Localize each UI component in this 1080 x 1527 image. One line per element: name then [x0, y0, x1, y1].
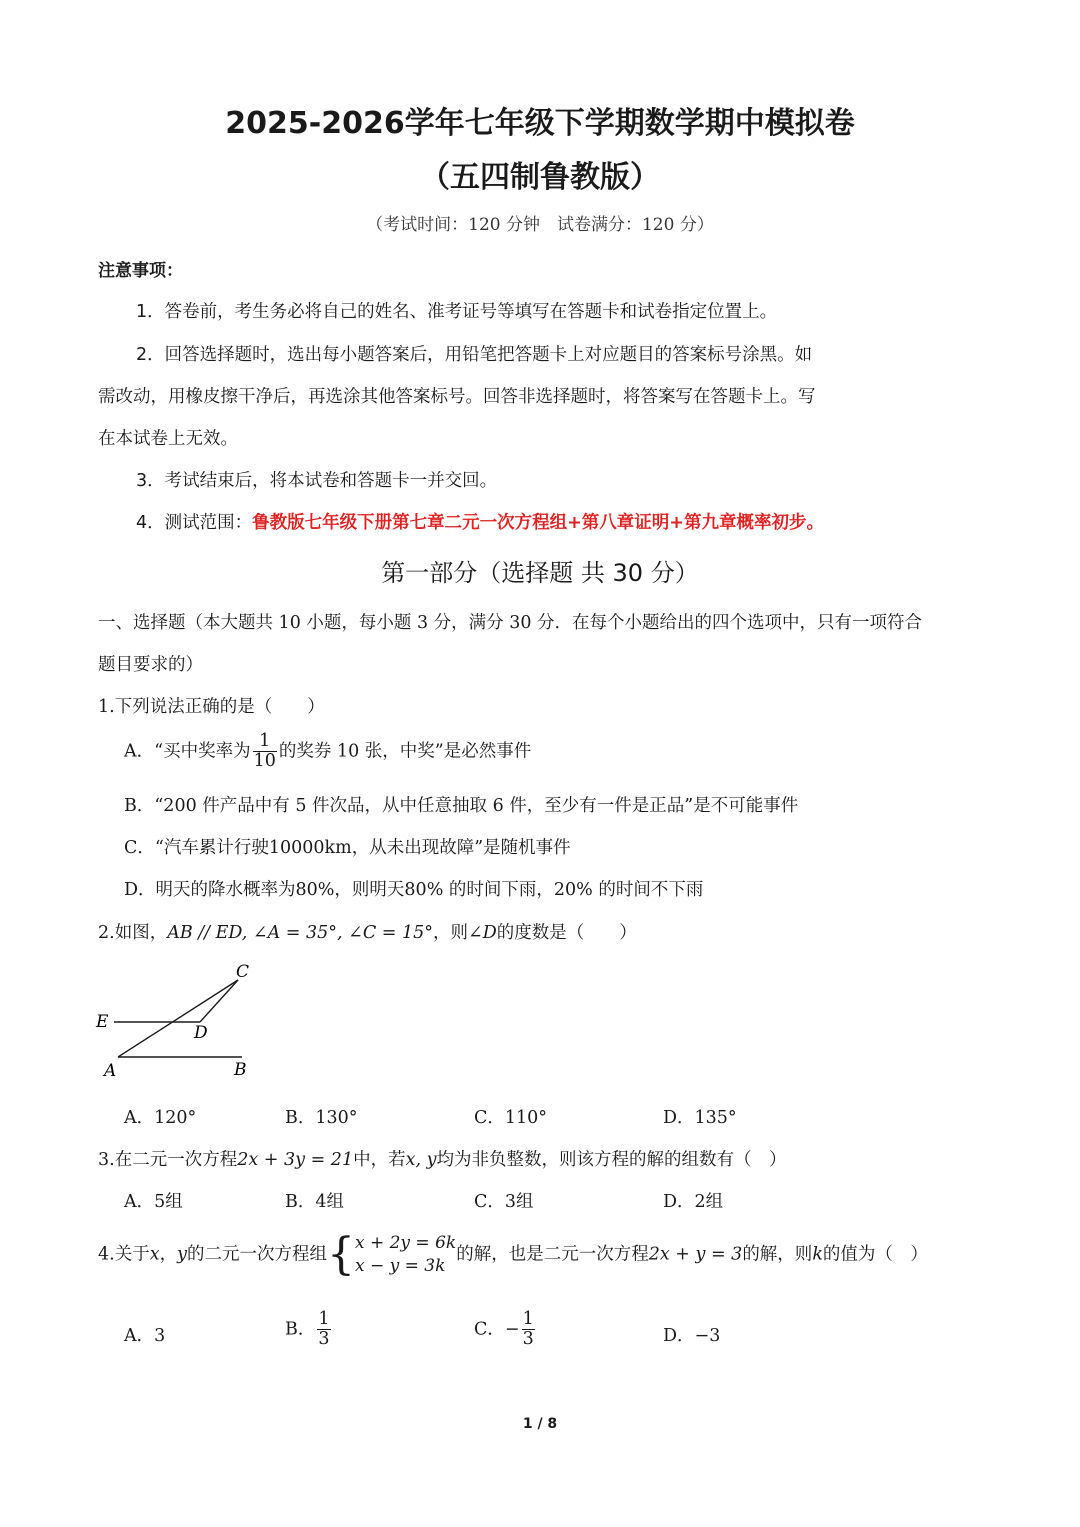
label-e: E [96, 1012, 109, 1032]
section-instructions-line2: 题目要求的） [98, 655, 203, 675]
q4-stem [98, 1228, 928, 1280]
q4-stem-mid3: 的解，则 [742, 1244, 813, 1265]
part1-heading: 第一部分（选择题 共 30 分） [381, 559, 699, 587]
note-item-4-prefix: 4．测试范围： [136, 513, 253, 533]
q4-option-a: A．3 [124, 1326, 166, 1346]
q2-stem-angle: ∠D [468, 923, 497, 943]
q4-var-y: y [177, 1244, 187, 1265]
q4-option-c-den: 3 [522, 1329, 534, 1350]
q3-stem [98, 1146, 786, 1171]
note-item-1: 1．答卷前，考生务必将自己的姓名、准考证号等填写在答题卡和试卷指定位置上。 [136, 302, 778, 322]
page-title: 2025-2026学年七年级下学期数学期中模拟卷 [225, 106, 855, 141]
q3-vars: x, y [405, 1150, 437, 1170]
q4-option-c [474, 1310, 537, 1350]
q2-stem-math: AB // ED, ∠A = 35°, ∠C = 15° [167, 923, 434, 943]
label-c: C [236, 962, 250, 982]
q4-option-c-label: C．− [474, 1319, 520, 1340]
q2-option-b: B．130° [285, 1108, 358, 1128]
q4-stem-mid: 的二元一次方程组 [186, 1244, 327, 1265]
label-b: B [234, 1060, 247, 1080]
q1-option-a [124, 732, 531, 772]
q4-brace: { [326, 1228, 355, 1280]
q4-option-b-fraction [317, 1310, 330, 1350]
q1-option-d: D．明天的降水概率为80%，则明天80% 的时间下雨，20% 的时间不下雨 [124, 880, 704, 900]
q3-option-d: D．2组 [663, 1192, 724, 1212]
q4-option-b-num: 1 [318, 1309, 330, 1329]
q2-option-d: D．135° [663, 1108, 737, 1128]
q3-option-c: C．3组 [474, 1192, 534, 1212]
q2-stem-suffix: 的度数是（ ） [496, 923, 637, 943]
section-instructions-line1: 一、选择题（本大题共 10 小题，每小题 3 分，满分 30 分．在每个小题给出的四个选项中，只有一项符合 [98, 613, 923, 633]
q1-fraction [253, 732, 277, 772]
q4-system-line2: x − y = 3k [354, 1255, 446, 1276]
note-item-2-line2: 需改动，用橡皮擦干净后，再选涂其他答案标号。回答非选择题时，将答案写在答题卡上。写 [98, 387, 816, 407]
q1-option-b: B．“200 件产品中有 5 件次品，从中任意抽取 6 件，至少有一件是正品”是不可能事件 [124, 796, 799, 816]
q1-fraction-den: 10 [253, 751, 276, 772]
q1-stem: 1.下列说法正确的是（ ） [98, 697, 325, 717]
q4-equation-system [355, 1232, 456, 1278]
q2-option-a: A．120° [124, 1108, 197, 1128]
note-item-3: 3．考试结束后，将本试卷和答题卡一并交回。 [136, 471, 498, 491]
q2-option-c: C．110° [474, 1108, 548, 1128]
q4-comma: ， [159, 1244, 178, 1265]
q1-option-a-text: A．“买中奖率为 [124, 741, 251, 762]
q4-stem-prefix: 4.关于 [98, 1244, 150, 1265]
note-item-4 [136, 509, 824, 534]
q4-option-b-label: B． [285, 1319, 316, 1340]
q3-stem-suffix: 均为非负整数，则该方程的解的组数有（ ） [436, 1150, 787, 1170]
q4-var-k: k [812, 1244, 823, 1265]
q2-stem [98, 919, 637, 944]
label-d: D [194, 1023, 208, 1043]
q3-option-a: A．5组 [124, 1192, 183, 1212]
q4-option-b-den: 3 [318, 1329, 330, 1350]
note-item-2-line1: 2．回答选择题时，选出每小题答案后，用铅笔把答题卡上对应题目的答案标号涂黑。如 [136, 345, 813, 365]
note-item-2-line3: 在本试卷上无效。 [98, 429, 238, 449]
q2-geometry-figure [90, 958, 270, 1083]
q4-option-b [285, 1310, 333, 1350]
line-ac [118, 980, 238, 1057]
q3-option-b: B．4组 [285, 1192, 344, 1212]
q3-stem-prefix: 3.在二元一次方程 [98, 1150, 238, 1170]
page-number: 1 / 8 [522, 1416, 558, 1432]
q4-stem-mid2: 的解，也是二元一次方程 [456, 1244, 649, 1265]
q2-stem-prefix: 2.如图， [98, 923, 168, 943]
q4-equation: 2x + y = 3 [648, 1244, 743, 1265]
q4-option-c-num: 1 [522, 1309, 534, 1329]
q4-stem-suffix: 的值为（ ） [822, 1244, 928, 1265]
q3-stem-mid: 中，若 [353, 1150, 406, 1170]
q4-var-x: x [149, 1244, 160, 1265]
q2-stem-mid: ，则 [433, 923, 469, 943]
q1-fraction-num: 1 [253, 732, 277, 752]
q1-option-c: C．“汽车累计行驶10000km，从未出现故障”是随机事件 [124, 838, 571, 858]
notes-heading: 注意事项： [98, 261, 183, 281]
q3-equation: 2x + 3y = 21 [237, 1150, 354, 1170]
test-scope: 鲁教版七年级下册第七章二元一次方程组+第八章证明+第九章概率初步。 [252, 513, 824, 533]
q4-option-d: D．−3 [663, 1326, 721, 1346]
page-subtitle: （五四制鲁教版） [420, 160, 660, 195]
q1-option-a-suffix: 的奖券 10 张，中奖”是必然事件 [278, 741, 532, 762]
q4-system-line1: x + 2y = 6k [354, 1233, 457, 1253]
q4-option-c-fraction [522, 1310, 535, 1350]
exam-info: （考试时间：120 分钟 试卷满分：120 分） [366, 215, 714, 235]
label-a: A [104, 1061, 117, 1081]
